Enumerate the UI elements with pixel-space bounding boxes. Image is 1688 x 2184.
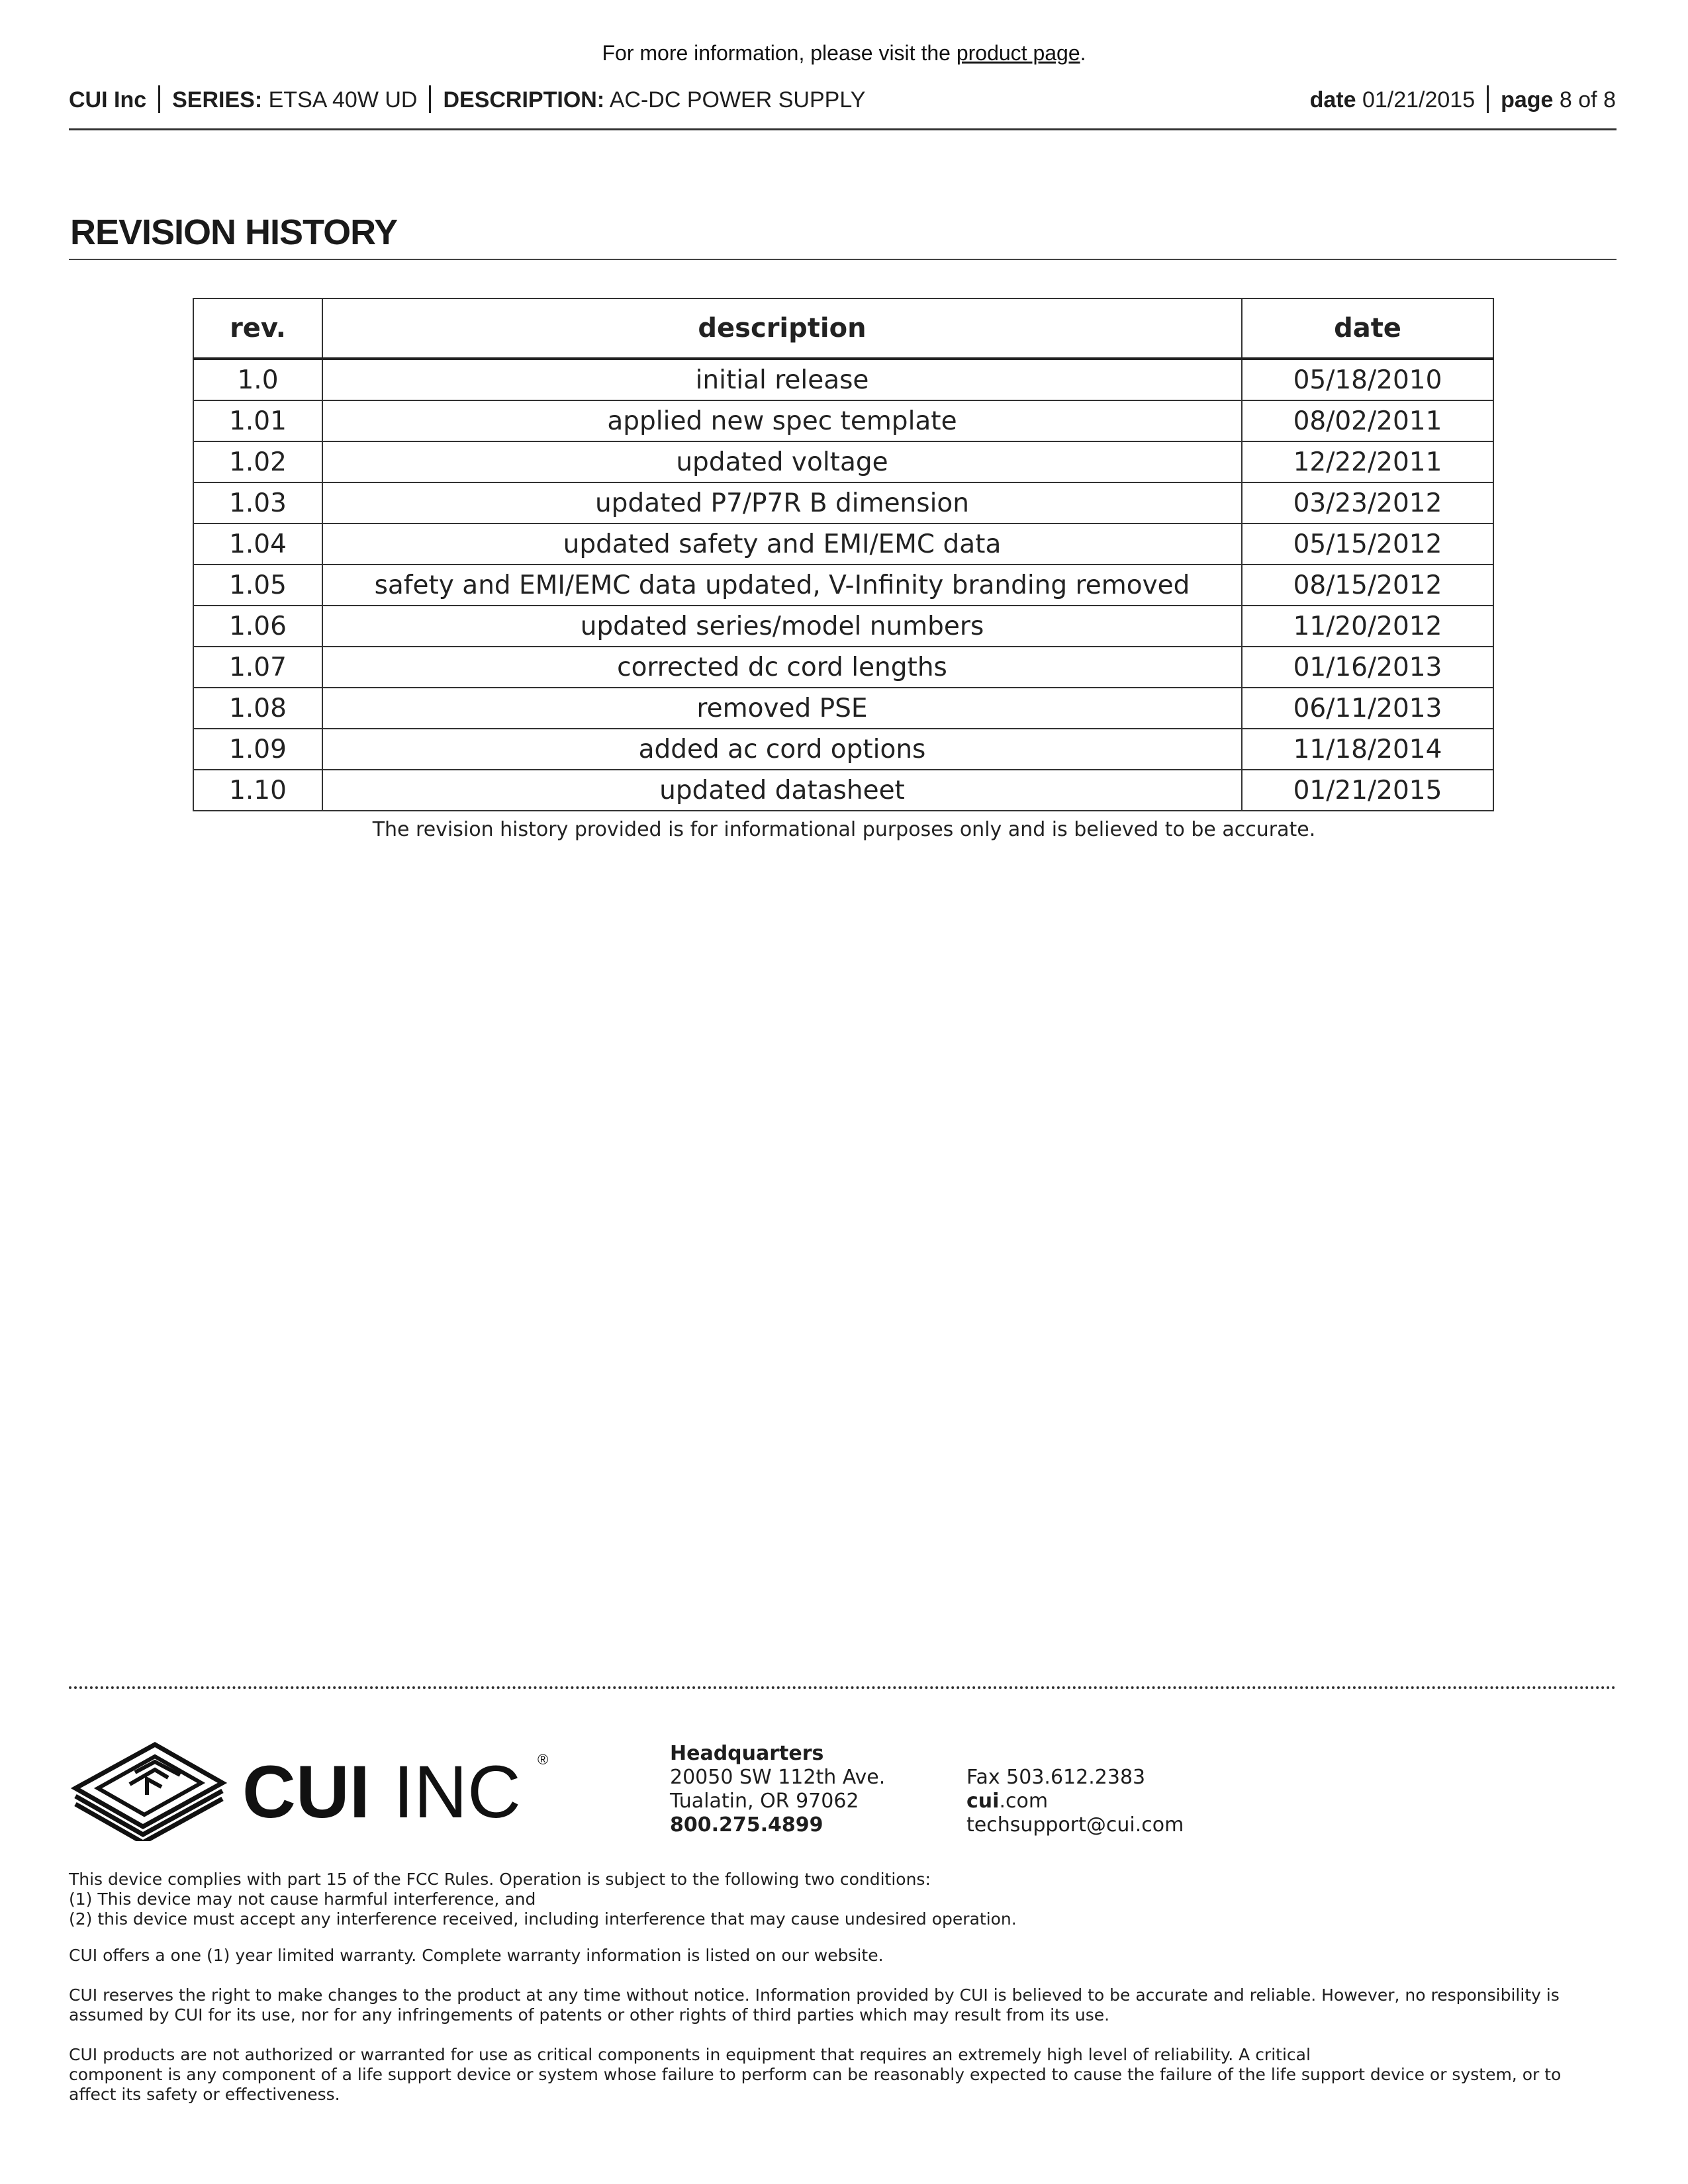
cell-date: 08/02/2011 — [1242, 400, 1493, 441]
cell-date: 01/16/2013 — [1242, 647, 1493, 688]
headquarters-phone: 800.275.4899 — [670, 1813, 823, 1837]
fcc-notice — [69, 1870, 1617, 1929]
cell-description: removed PSE — [322, 688, 1242, 729]
website-bold: cui — [966, 1790, 1000, 1813]
table-row — [193, 565, 1493, 606]
website[interactable] — [966, 1790, 1184, 1813]
cell-date: 08/15/2012 — [1242, 565, 1493, 606]
table-row — [193, 770, 1493, 811]
svg-text:®: ® — [538, 1751, 549, 1768]
critical-components-notice — [69, 2045, 1617, 2105]
cell-rev: 1.06 — [193, 606, 322, 647]
reserves-line: CUI reserves the right to make changes to the product at any time without notice. Information provided by CUI is believed to be accurate and reliable. However, no responsibility is — [69, 1985, 1560, 2005]
fcc-line: (2) this device must accept any interference received, including interference that may cause undesired operation. — [69, 1909, 1017, 1929]
cell-description: updated series/model numbers — [322, 606, 1242, 647]
cell-rev: 1.09 — [193, 729, 322, 770]
product-info-text: For more information, please visit the — [602, 41, 951, 65]
column-header-description: description — [322, 298, 1242, 359]
cell-date: 06/11/2013 — [1242, 688, 1493, 729]
warranty-notice — [69, 1946, 1617, 1966]
cell-rev: 1.04 — [193, 523, 322, 565]
table-row — [193, 647, 1493, 688]
product-info-line — [0, 41, 1688, 66]
series-label: SERIES: — [172, 87, 263, 113]
table-row — [193, 359, 1493, 400]
cell-description: safety and EMI/EMC data updated, V-Infinity branding removed — [322, 565, 1242, 606]
company-name: CUI Inc — [69, 87, 147, 113]
cell-date: 03/23/2012 — [1242, 482, 1493, 523]
fcc-line: This device complies with part 15 of the FCC Rules. Operation is subject to the following two conditions: — [69, 1870, 931, 1889]
cell-rev: 1.05 — [193, 565, 322, 606]
product-info-period: . — [1080, 41, 1086, 65]
cell-description: updated P7/P7R B dimension — [322, 482, 1242, 523]
date-label: date — [1309, 87, 1356, 113]
date-value: 01/21/2015 — [1362, 87, 1476, 113]
document-header-right — [1310, 87, 1616, 115]
table-row — [193, 441, 1493, 482]
cell-rev: 1.0 — [193, 359, 322, 400]
contact-block — [966, 1766, 1184, 1837]
headquarters-address-line1: 20050 SW 112th Ave. — [670, 1766, 886, 1789]
table-note: The revision history provided is for informational purposes only and is believed to be accurate. — [372, 818, 1316, 841]
cell-description: applied new spec template — [322, 400, 1242, 441]
page-label: page — [1501, 87, 1554, 113]
cell-rev: 1.02 — [193, 441, 322, 482]
cell-rev: 1.10 — [193, 770, 322, 811]
svg-text:INC: INC — [393, 1751, 521, 1833]
description-label: DESCRIPTION: — [443, 87, 605, 113]
cell-description: updated safety and EMI/EMC data — [322, 523, 1242, 565]
section-title: REVISION HISTORY — [70, 212, 398, 252]
critical-line: component is any component of a life support device or system whose failure to perform can be reasonably expected to cause the failure of the life support device or system, or to — [69, 2065, 1562, 2084]
headquarters-title: Headquarters — [670, 1742, 824, 1765]
cell-description: added ac cord options — [322, 729, 1242, 770]
website-rest: .com — [999, 1790, 1049, 1813]
fcc-line: (1) This device may not cause harmful interference, and — [69, 1889, 536, 1909]
headquarters-address-line2: Tualatin, OR 97062 — [670, 1790, 859, 1813]
cell-description: updated voltage — [322, 441, 1242, 482]
headquarters-block — [670, 1742, 885, 1837]
table-row — [193, 523, 1493, 565]
cell-rev: 1.01 — [193, 400, 322, 441]
table-header-row — [193, 298, 1493, 359]
column-header-rev: rev. — [193, 298, 322, 359]
cell-description: updated datasheet — [322, 770, 1242, 811]
fax-number: Fax 503.612.2383 — [966, 1766, 1146, 1789]
footer-dotted-divider — [69, 1686, 1617, 1689]
cell-date: 12/22/2011 — [1242, 441, 1493, 482]
cell-rev: 1.03 — [193, 482, 322, 523]
reserves-line: assumed by CUI for its use, nor for any infringements of patents or other rights of third parties which may result from its use. — [69, 2005, 1110, 2025]
table-row — [193, 606, 1493, 647]
table-row — [193, 688, 1493, 729]
cui-inc-logo — [69, 1735, 559, 1844]
document-header-left — [69, 87, 865, 115]
table-body — [193, 359, 1493, 811]
cell-date: 05/15/2012 — [1242, 523, 1493, 565]
header-rule — [69, 128, 1617, 130]
table-row — [193, 400, 1493, 441]
column-header-date: date — [1242, 298, 1493, 359]
reserves-notice — [69, 1985, 1617, 2025]
warranty-line: CUI offers a one (1) year limited warranty. Complete warranty information is listed on our website. — [69, 1946, 884, 1965]
table-row — [193, 729, 1493, 770]
cell-description: initial release — [322, 359, 1242, 400]
cell-rev: 1.08 — [193, 688, 322, 729]
page-value: 8 of 8 — [1559, 87, 1616, 113]
series-value: ETSA 40W UD — [268, 87, 418, 113]
cui-logo-wordmark: CUI — [242, 1751, 370, 1833]
section-rule — [69, 259, 1617, 260]
product-page-link[interactable]: product page — [956, 41, 1080, 65]
table-row — [193, 482, 1493, 523]
cell-date: 05/18/2010 — [1242, 359, 1493, 400]
cui-logo-graphic — [69, 1735, 559, 1841]
description-value: AC-DC POWER SUPPLY — [609, 87, 866, 113]
critical-line: affect its safety or effectiveness. — [69, 2085, 340, 2104]
header-divider — [158, 85, 160, 113]
cell-description: corrected dc cord lengths — [322, 647, 1242, 688]
cell-date: 01/21/2015 — [1242, 770, 1493, 811]
critical-line: CUI products are not authorized or warranted for use as critical components in equipment that requires an extremely high level of reliability. A critical — [69, 2045, 1311, 2064]
header-divider — [429, 85, 431, 113]
header-divider — [1487, 85, 1489, 113]
support-email[interactable]: techsupport@cui.com — [966, 1813, 1184, 1837]
revision-history-table — [193, 298, 1494, 811]
cell-rev: 1.07 — [193, 647, 322, 688]
cell-date: 11/20/2012 — [1242, 606, 1493, 647]
cell-date: 11/18/2014 — [1242, 729, 1493, 770]
